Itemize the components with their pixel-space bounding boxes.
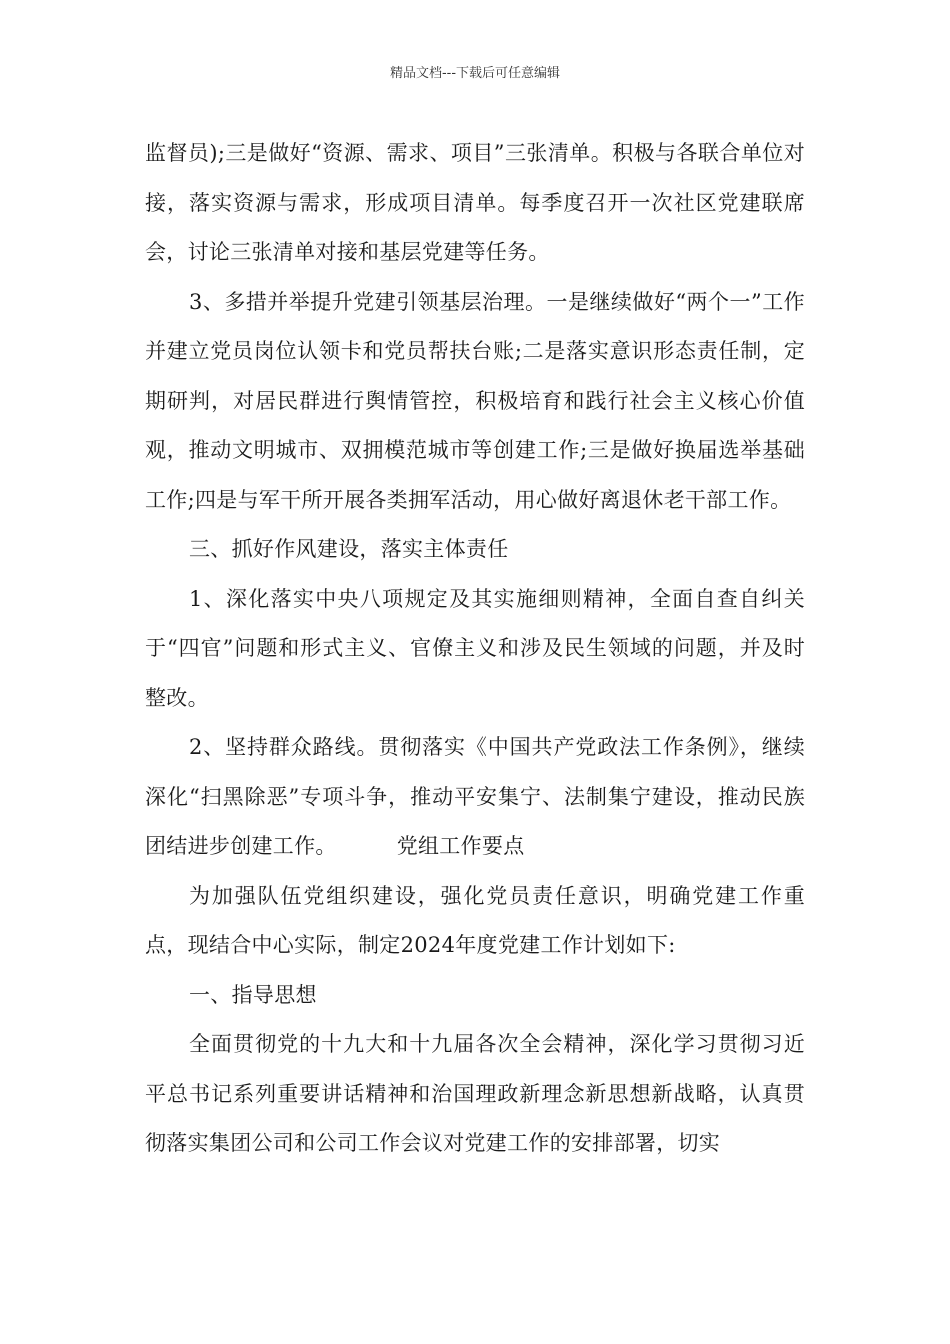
section-heading-3-text: 三、抓好作风建设，落实主体责任 [189, 537, 509, 561]
paragraph-5-text: 2、坚持群众路线。贯彻落实《中国共产党政法工作条例》，继续深化“扫黑除恶”专项斗争，推动平安集宁、法制集宁建设，推动民族团结进步创建工作。 [145, 735, 805, 858]
paragraph-8 [145, 1020, 805, 1169]
paragraph-2-text: 3、多措并举提升党建引领基层治理。一是继续做好“两个一”工作并建立党员岗位认领卡和党员帮扶台账;二是落实意识形态责任制，定期研判，对居民群进行舆情管控，积极培育和践行社会主义核心价值观，推动文明城市、双拥模范城市等创建工作;三是做好换届选举基础工作;四是与军干所开展各类拥军活动，用心做好离退休老干部工作。 [145, 289, 805, 512]
inline-heading: 党组工作要点 [396, 834, 525, 858]
paragraph-5 [145, 723, 805, 872]
paragraph-1 [145, 129, 805, 278]
paragraph-6 [145, 872, 805, 971]
paragraph-4-text: 1、深化落实中央八项规定及其实施细则精神，全面自查自纠关于“四官”问题和形式主义、官僚主义和涉及民生领域的问题，并及时整改。 [145, 586, 805, 710]
document-body [145, 129, 805, 1169]
section-heading-guiding-thought [145, 971, 805, 1021]
paragraph-8-text: 全面贯彻党的十九大和十九届各次全会精神，深化学习贯彻习近平总书记系列重要讲话精神和治国理政新理念新思想新战略，认真贯彻落实集团公司和公司工作会议对党建工作的安排部署，切实 [145, 1032, 805, 1155]
paragraph-2 [145, 278, 805, 526]
section-heading-guiding-thought-text: 一、指导思想 [189, 982, 317, 1007]
page-header: 精品文档---下载后可任意编辑 [389, 66, 561, 81]
paragraph-1-text: 监督员);三是做好“资源、需求、项目”三张清单。积极与各联合单位对接，落实资源与需求，形成项目清单。每季度召开一次社区党建联席会，讨论三张清单对接和基层党建等任务。 [145, 141, 805, 264]
paragraph-6-text: 为加强队伍党组织建设，强化党员责任意识，明确党建工作重点，现结合中心实际，制定2024年度党建工作计划如下: [145, 883, 805, 957]
paragraph-4 [145, 575, 805, 724]
section-heading-3 [145, 525, 805, 575]
